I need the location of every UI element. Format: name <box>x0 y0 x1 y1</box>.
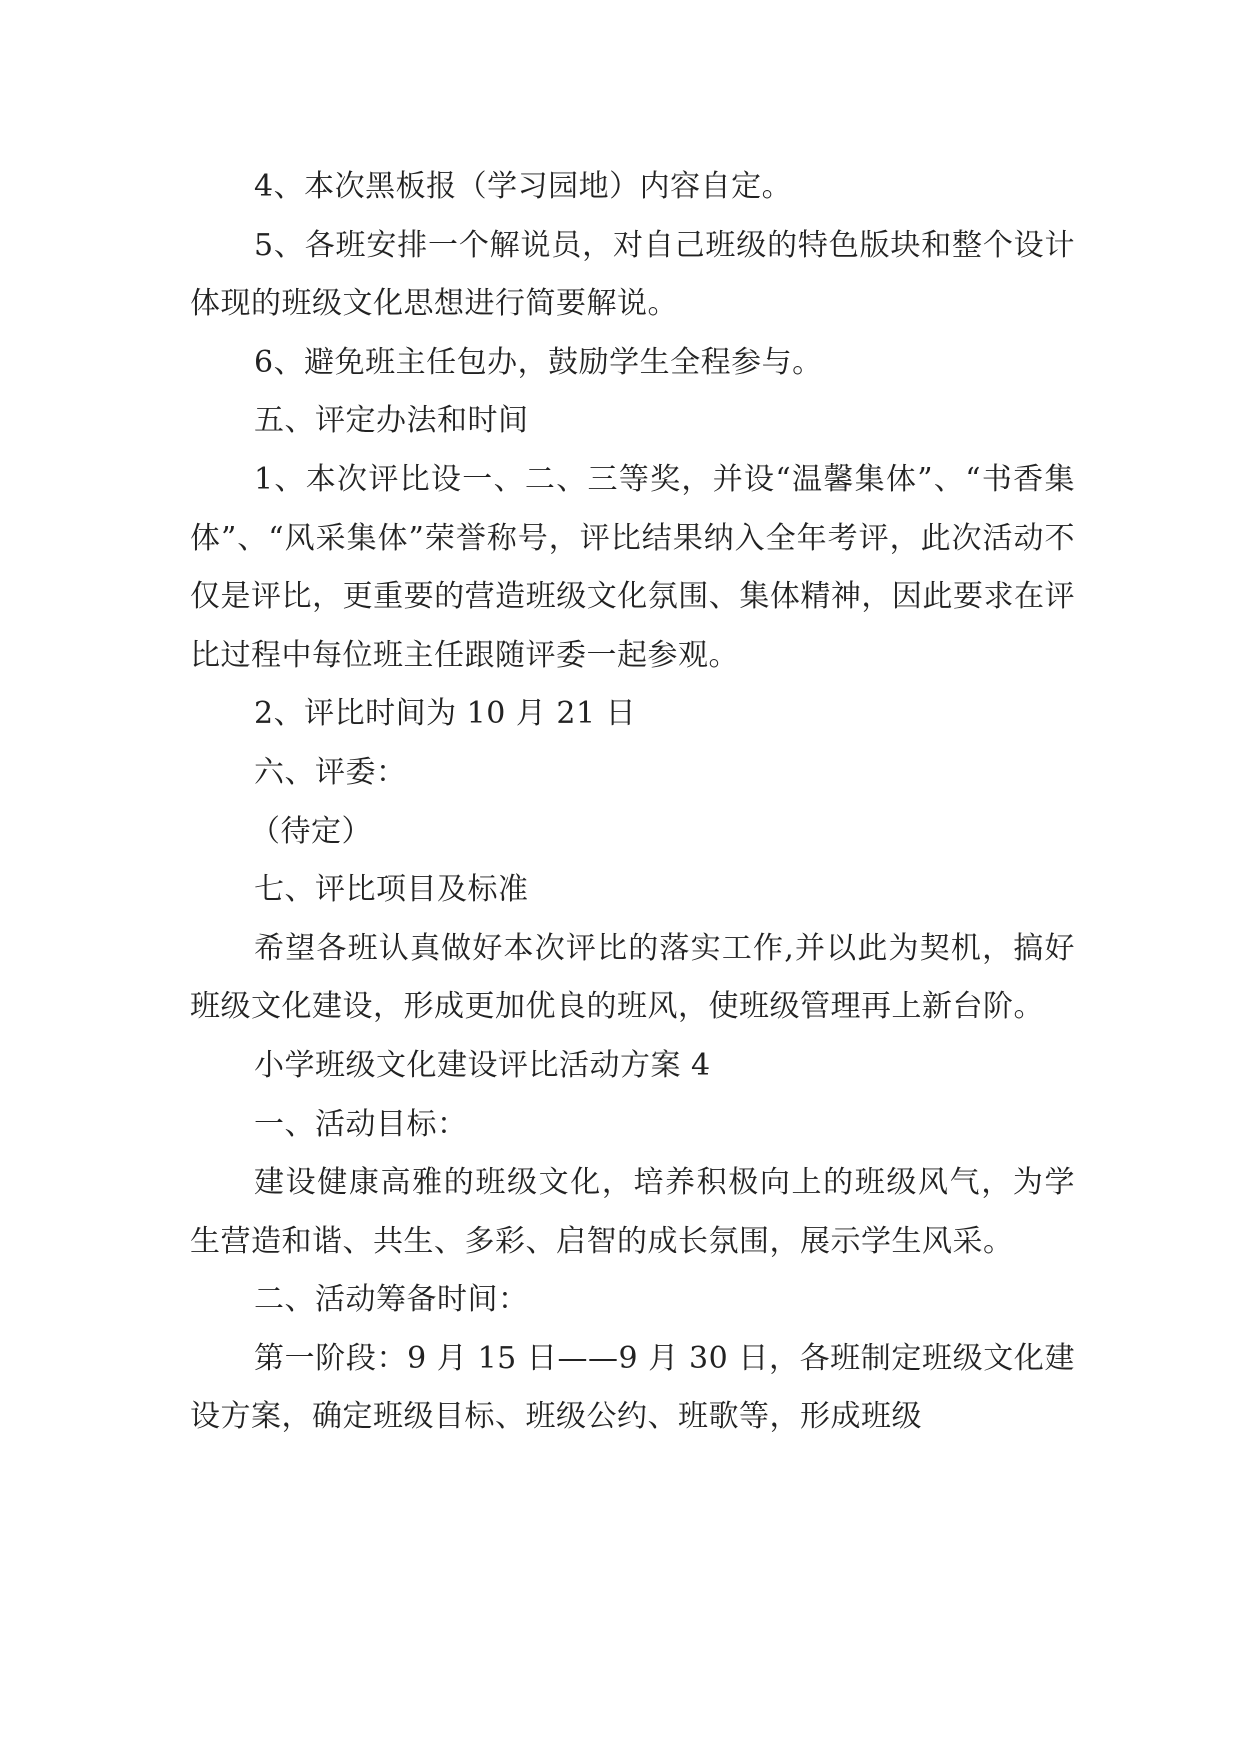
document-subtitle: 小学班级文化建设评比活动方案 4 <box>254 1047 711 1083</box>
paragraph-tbd: （待定） <box>250 813 372 849</box>
section-heading-1: 一、活动目标： <box>254 1106 468 1142</box>
section-heading-2: 二、活动筹备时间： <box>254 1282 529 1318</box>
paragraph-review-date: 2、评比时间为 10 月 21 日 <box>254 696 637 732</box>
paragraph-goal: 建设健康高雅的班级文化，培养积极向上的班级风气，为学生营造和谐、共生、多彩、启智的成长氛围，展示学生风采。 <box>190 1165 1075 1259</box>
document-body <box>190 158 1075 1447</box>
paragraph-phase-1: 第一阶段：9 月 15 日——9 月 30 日，各班制定班级文化建设方案，确定班级目标、班级公约、班歌等，形成班级 <box>190 1340 1075 1435</box>
section-heading-5: 五、评定办法和时间 <box>254 403 529 439</box>
paragraph-award-rules: 1、本次评比设一、二、三等奖，并设“温馨集体”、“书香集体”、“风采集体”荣誉称号，评比结果纳入全年考评，此次活动不仅是评比，更重要的营造班级文化氛围、集体精神，因此要求在评比过程中每位班主任跟随评委一起参观。 <box>190 461 1075 673</box>
paragraph-item-4: 4、本次黑板报（学习园地）内容自定。 <box>254 169 793 204</box>
paragraph-item-5: 5、各班安排一个解说员，对自己班级的特色版块和整个设计体现的班级文化思想进行简要解说。 <box>190 227 1075 322</box>
paragraph-item-6: 6、避免班主任包办，鼓励学生全程参与。 <box>254 344 823 380</box>
paragraph-closing: 希望各班认真做好本次评比的落实工作,并以此为契机，搞好班级文化建设，形成更加优良的班风，使班级管理再上新台阶。 <box>190 930 1075 1025</box>
section-heading-7: 七、评比项目及标准 <box>254 872 529 908</box>
section-heading-6: 六、评委： <box>254 754 407 790</box>
